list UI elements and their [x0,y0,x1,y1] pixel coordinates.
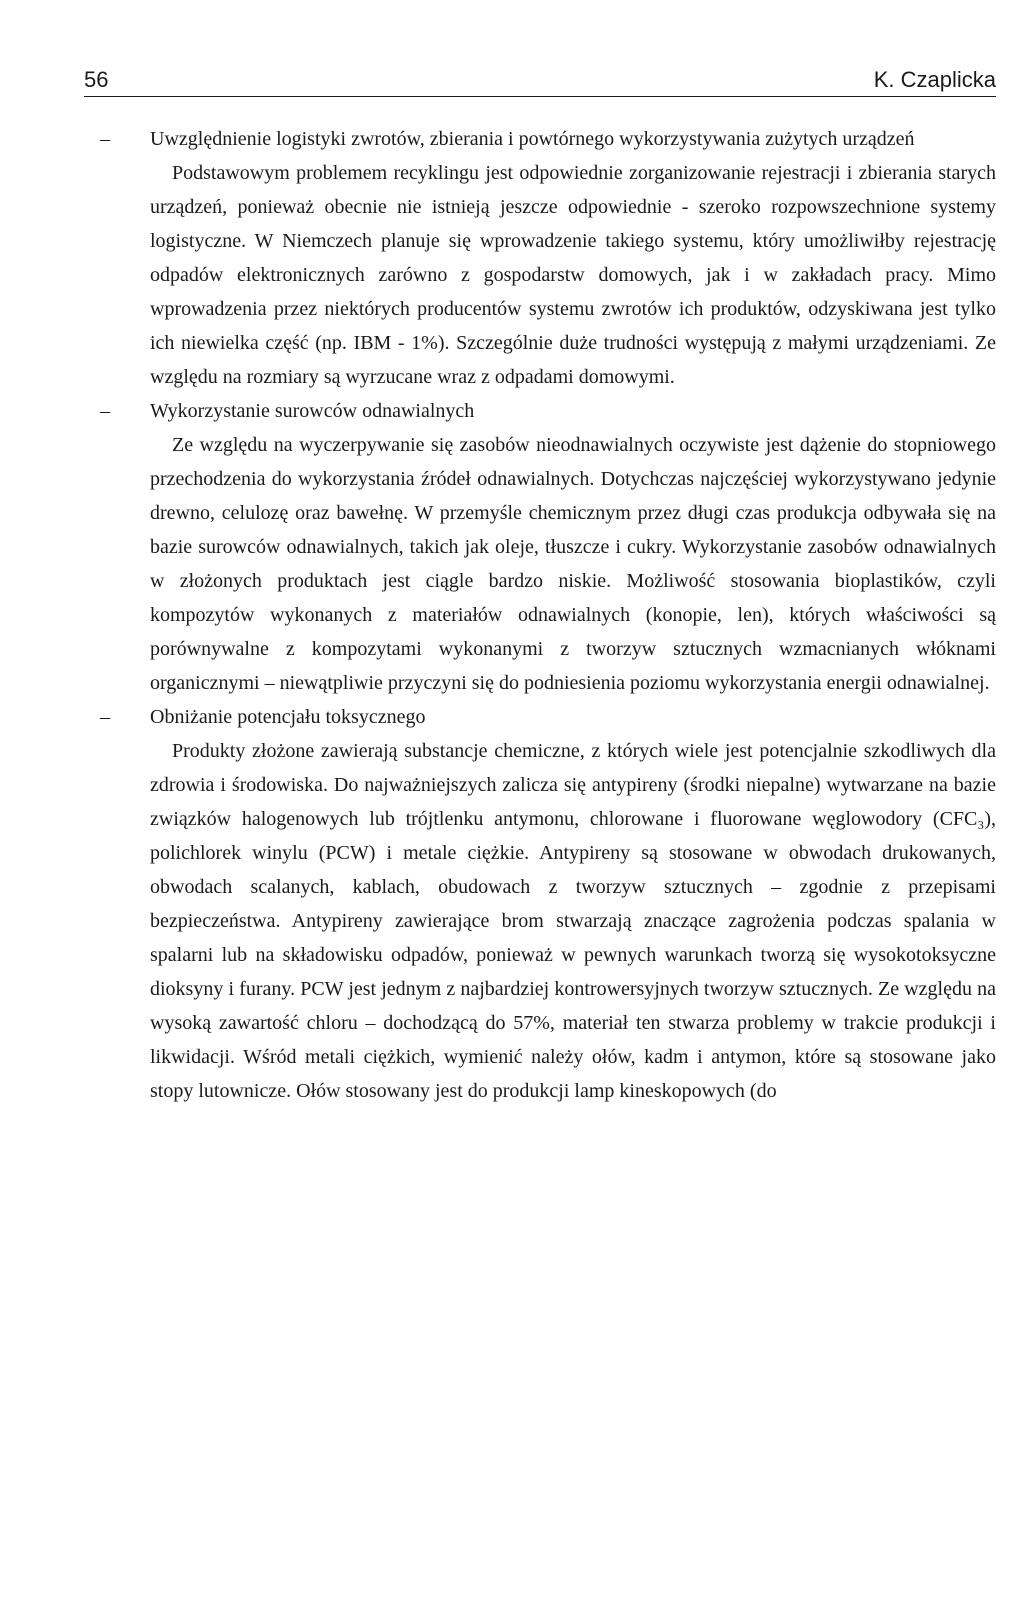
list-dash: – [100,128,110,150]
item-heading: Uwzględnienie logistyki zwrotów, zbierania i powtórnego wykorzystywania zużytych urządzeń [150,128,915,150]
running-author: K. Czaplicka [873,67,996,92]
header-rule [84,96,996,97]
item-heading: Obniżanie potencjału toksycznego [150,706,426,728]
list-item [100,700,996,1108]
list-item [100,394,996,700]
item-paragraph: Podstawowym problemem recyklingu jest odpowiednie zorganizowanie rejestracji i zbierania starych urządzeń, ponieważ obecnie nie istnieją jeszcze odpowiednie - szeroko rozpowszechnione systemy logistyczne. W Niemczech planuje się wprowadzenie takiego systemu, który umożliwiłby rejestrację odpadów elektronicznych zarówno z gospodarstw domowych, jak i w zakładach pracy. Mimo wprowadzenia przez niektórych producentów systemu zwrotów ich produktów, odzyskiwana jest tylko ich niewielka część (np. IBM - 1%). Szczególnie duże trudności występują z małymi urządzeniami. Ze względu na rozmiary są wyrzucane wraz z odpadami domowymi. [150,162,996,388]
item-paragraph: Ze względu na wyczerpywanie się zasobów nieodnawialnych oczywiste jest dążenie do stopniowego przechodzenia do wykorzystania źródeł odnawialnych. Dotychczas najczęściej wykorzystywano jedynie drewno, celulozę oraz bawełnę. W przemyśle chemicznym przez długi czas produkcja odbywała się na bazie surowców odnawialnych, takich jak oleje, tłuszcze i cukry. Wykorzystanie zasobów odnawialnych w złożonych produktach jest ciągle bardzo niskie. Możliwość stosowania bioplastików, czyli kompozytów wykonanych z materiałów odnawialnych (konopie, len), których właściwości są porównywalne z kompozytami wykonanymi z tworzyw sztucznych wzmacnianych włóknami organicznymi – niewątpliwie przyczyni się do podniesienia poziomu wykorzystania energii odnawialnej. [150,434,996,694]
item-paragraph: Produkty złożone zawierają substancje chemiczne, z których wiele jest potencjalnie szkodliwych dla zdrowia i środowiska. Do najważniejszych zalicza się antypireny (środki niepalne) wytwarzane na bazie związków halogenowych lub trójtlenku antymonu, chlorowane i fluorowane węglowodory (CFC₃), polichlorek winylu (PCW) i metale ciężkie. Antypireny są stosowane w obwodach drukowanych, obwodach scalanych, kablach, obudowach z tworzyw sztucznych – zgodnie z przepisami bezpieczeństwa. Antypireny zawierające brom stwarzają znaczące zagrożenia podczas spalania w spalarni lub na składowisku odpadów, ponieważ w pewnych warunkach tworzą się wysokotoksyczne dioksyny i furany. PCW jest jednym z najbardziej kontrowersyjnych tworzyw sztucznych. Ze względu na wysoką zawartość chloru – dochodzącą do 57%, materiał ten stwarza problemy w trakcie produkcji i likwidacji. Wśród metali ciężkich, wymienić należy ołów, kadm i antymon, które są stosowane jako stopy lutownicze. Ołów stosowany jest do produkcji lamp kineskopowych (do [150,740,996,1102]
item-heading: Wykorzystanie surowców odnawialnych [150,400,475,422]
list-dash: – [100,400,110,422]
list-item [100,122,996,394]
page-header [84,64,996,100]
page-content [100,122,996,1108]
page-number: 56 [84,67,109,92]
list-dash: – [100,706,110,728]
